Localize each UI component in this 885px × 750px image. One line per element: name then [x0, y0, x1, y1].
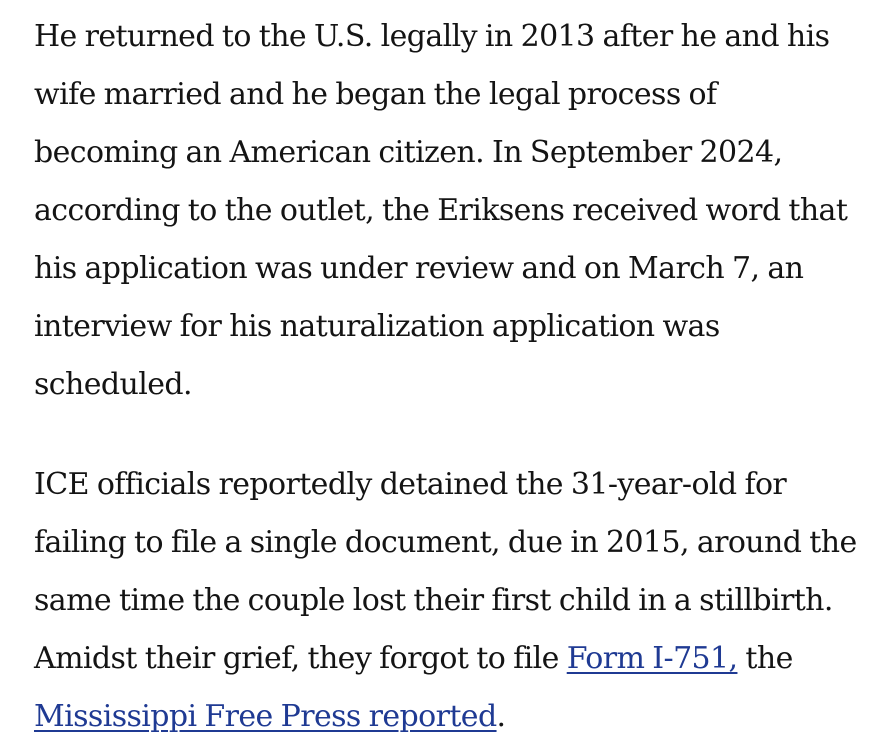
paragraph-line: interview for his naturalization application was — [34, 309, 720, 344]
paragraph-2 — [34, 456, 864, 746]
paragraph-line: becoming an American citizen. In September 2024, — [34, 135, 783, 170]
form-i-751-link[interactable]: Form I-751, — [566, 641, 738, 676]
line-text: Amidst their grief, they forgot to file — [34, 641, 567, 676]
article-body — [34, 8, 864, 746]
line-text: the — [737, 641, 793, 676]
mississippi-free-press-link[interactable]: Mississippi Free Press reported — [34, 699, 497, 734]
paragraph-line-with-link — [34, 630, 864, 688]
line-text: . — [496, 699, 506, 734]
paragraph-1 — [34, 8, 864, 414]
paragraph-line: according to the outlet, the Eriksens received word that — [34, 193, 848, 228]
paragraph-line: wife married and he began the legal process of — [34, 77, 717, 112]
paragraph-line: ICE officials reportedly detained the 31-year-old for — [34, 467, 787, 502]
paragraph-line: same time the couple lost their first child in a stillbirth. — [34, 583, 833, 618]
paragraph-line: his application was under review and on March 7, an — [34, 251, 804, 286]
paragraph-line-with-link — [34, 688, 864, 746]
paragraph-line: scheduled. — [34, 367, 192, 402]
paragraph-line: failing to file a single document, due in 2015, around the — [34, 525, 857, 560]
paragraph-line: He returned to the U.S. legally in 2013 after he and his — [34, 19, 830, 54]
